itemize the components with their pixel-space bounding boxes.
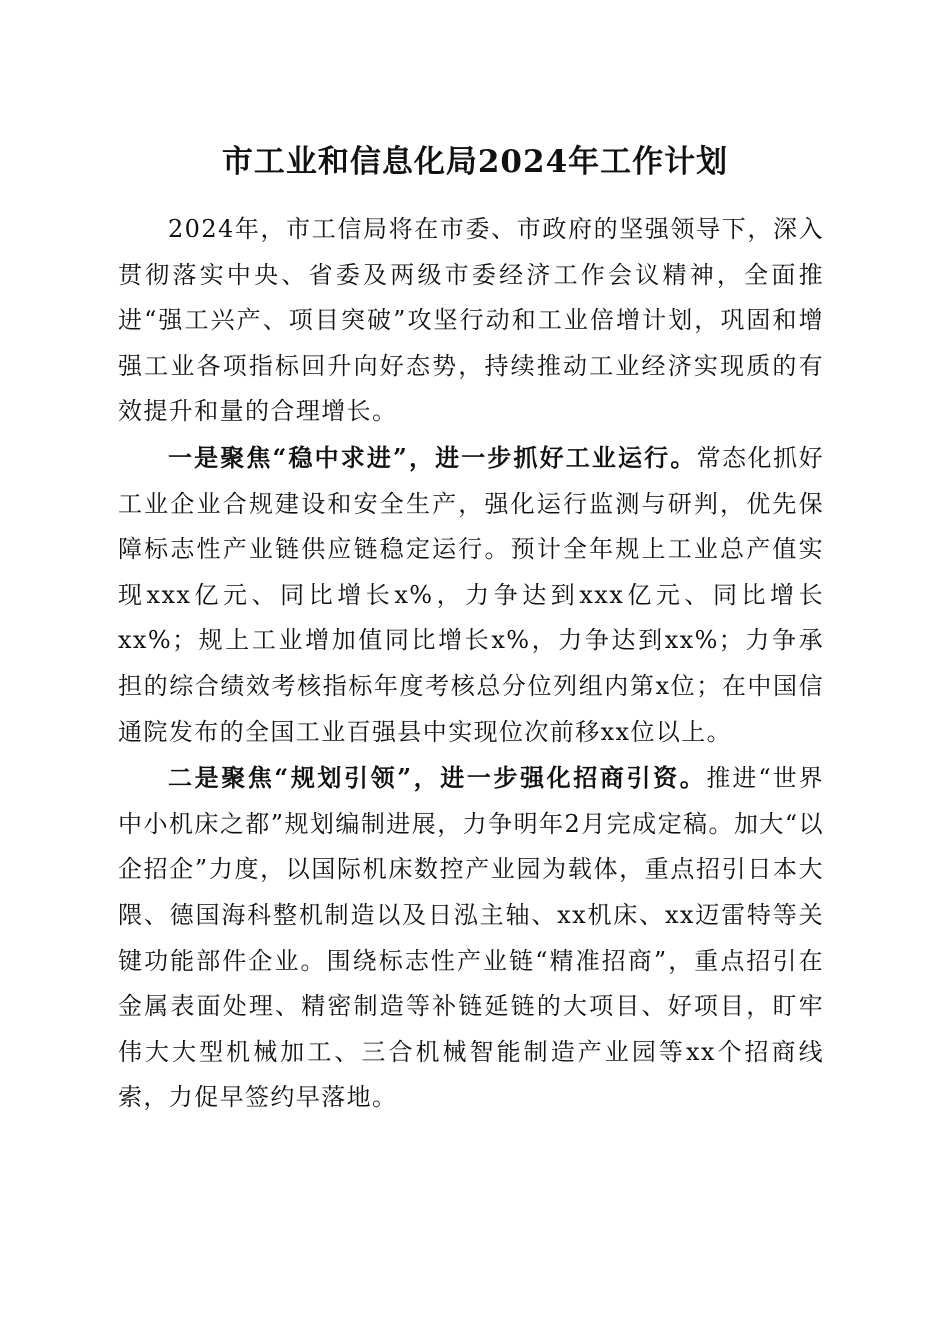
paragraph-lead: 二是聚焦“规划引领”，进一步强化招商引资。 xyxy=(168,763,707,793)
document-title: 市工业和信息化局2024年工作计划 xyxy=(221,144,729,180)
paragraph-lead: 一是聚焦“稳中求进”，进一步抓好工业运行。 xyxy=(168,442,697,472)
paragraph-industrial-operation xyxy=(118,435,824,755)
paragraph-text: 常态化抓好工业企业合规建设和安全生产，强化运行监测与研判，优先保障标志性产业链供应链稳定运行。预计全年规上工业总产值实现xxx亿元、同比增长x%，力争达到xxx亿元、同比增长xx%；规上工业增加值同比增长x%，力争达到xx%；力争承担的综合绩效考核指标年度考核总分位列组内第x位；在中国信通院发布的全国工业百强县中实现位次前移xx位以上。 xyxy=(118,443,825,746)
paragraph-investment-attraction xyxy=(118,755,824,1121)
paragraph-text: 推进“世界中小机床之都”规划编制进展，力争明年2月完成定稿。加大“以企招企”力度，以国际机床数控产业园为载体，重点招引日本大隈、德国海科整机制造以及日泓主轴、xx机床、xx迈雷特等关键功能部件企业。围绕标志性产业链“精准招商”，重点招引在金属表面处理、精密制造等补链延链的大项目、好项目，盯牢伟大大型机械加工、三合机械智能制造产业园等xx个招商线索，力促早签约早落地。 xyxy=(118,764,824,1112)
paragraph-intro xyxy=(118,207,824,435)
document-body xyxy=(118,207,824,1121)
paragraph-text: 2024年，市工信局将在市委、市政府的坚强领导下，深入贯彻落实中央、省委及两级市委经济工作会议精神，全面推进“强工兴产、项目突破”攻坚行动和工业倍增计划，巩固和增强工业各项指标回升向好态势，持续推动工业经济实现质的有效提升和量的合理增长。 xyxy=(118,215,824,426)
